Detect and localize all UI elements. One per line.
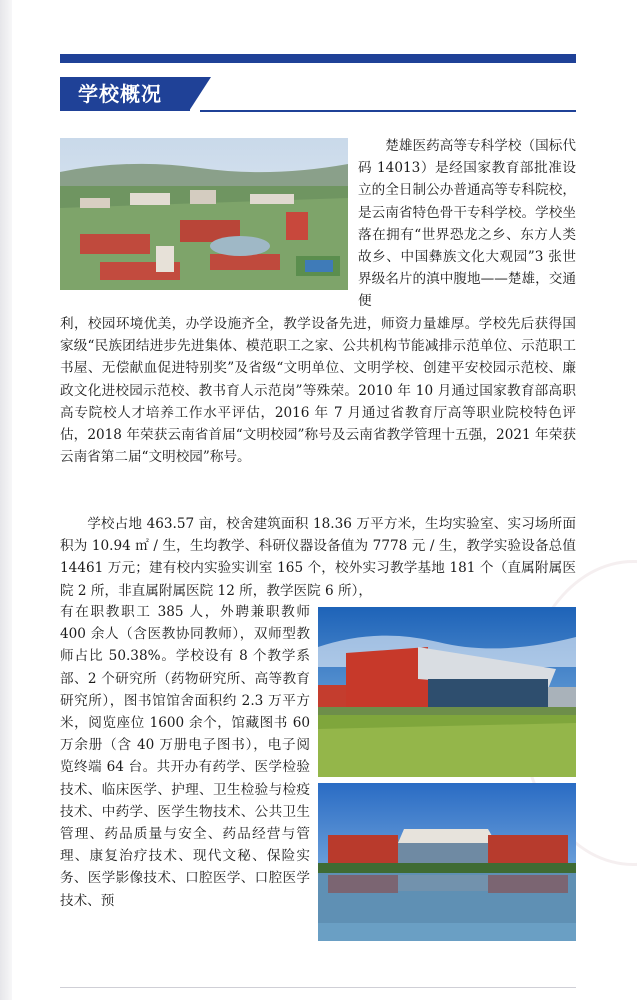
campus-building-photo (318, 607, 576, 777)
facilities-paragraph: 学校占地 463.57 亩，校舍建筑面积 18.36 万平方米，生均实验室、实习场所面积为 10.94 ㎡ / 生，生均教学、科研仪器设备值为 7778 元 / 生，教学实验设备总值 14461 万元；建有校内实验实训室 165 个，校外实习教学基地 181 个（直属附属医院 2 所，非直属附属医院 12 所，教学医院 6 所）， (60, 516, 576, 599)
footer-rule (60, 987, 576, 988)
intro-paragraph-top: 楚雄医药高等专科学校（国标代码 14013）是经国家教育部批准设立的全日制公办普通高等专科院校，是云南省特色骨干专科学校。学校坐落在拥有“世界恐龙之乡、东方人类故乡、中国彝族文化大观园”3 张世界级名片的滇中腹地——楚雄，交通便 (358, 138, 576, 310)
intro-paragraph-continued: 利，校园环境优美，办学设施齐全，教学设备先进，师资力量雄厚。学校先后获得国家级“民族团结进步先进集体、模范职工之家、公共机构节能减排示范单位、示范职工书屋、无偿献血促进特别奖”及省级“文明单位、文明学校、创建平安校园示范校、廉政文化进校园示范校、教书育人示范岗”等殊荣。2010 年 10 月通过国家教育部高职高专院校人才培养工作水平评估，2016 年 7 月通过省教育厅高等职业院校特色评估，2018 年荣获云南省首届“文明校园”称号及云南省教学管理十五强，2021 年荣获云南省第二届“文明校园”称号。 (60, 316, 576, 466)
campus-lake-photo (318, 783, 576, 941)
page-edge-shadow (0, 0, 12, 1000)
campus-aerial-photo (60, 138, 348, 290)
section-title: 学校概况 (78, 82, 162, 106)
header-rule (60, 54, 576, 63)
faculty-paragraph: 有在职教职工 385 人，外聘兼职教师 400 余人（含医教协同教师），双师型教师占比 50.38%。学校设有 8 个教学系部、2 个研究所（药物研究所、高等教育研究所），图书馆馆舍面积约 2.3 万平方米，阅览座位 1600 余个，馆藏图书 60 万余册（含 40 万册电子图书），电子阅览终端 64 台。共开办有药学、医学检验技术、临床医学、护理、卫生检验与检疫技术、中药学、医学生物技术、公共卫生管理、药品质量与安全、药品经营与管理、康复治疗技术、现代文秘、保险实务、医学影像技术、口腔医学、口腔医学技术、预 (60, 604, 310, 909)
section-title-bar-tip (189, 77, 211, 111)
section-title-underline (200, 110, 576, 112)
